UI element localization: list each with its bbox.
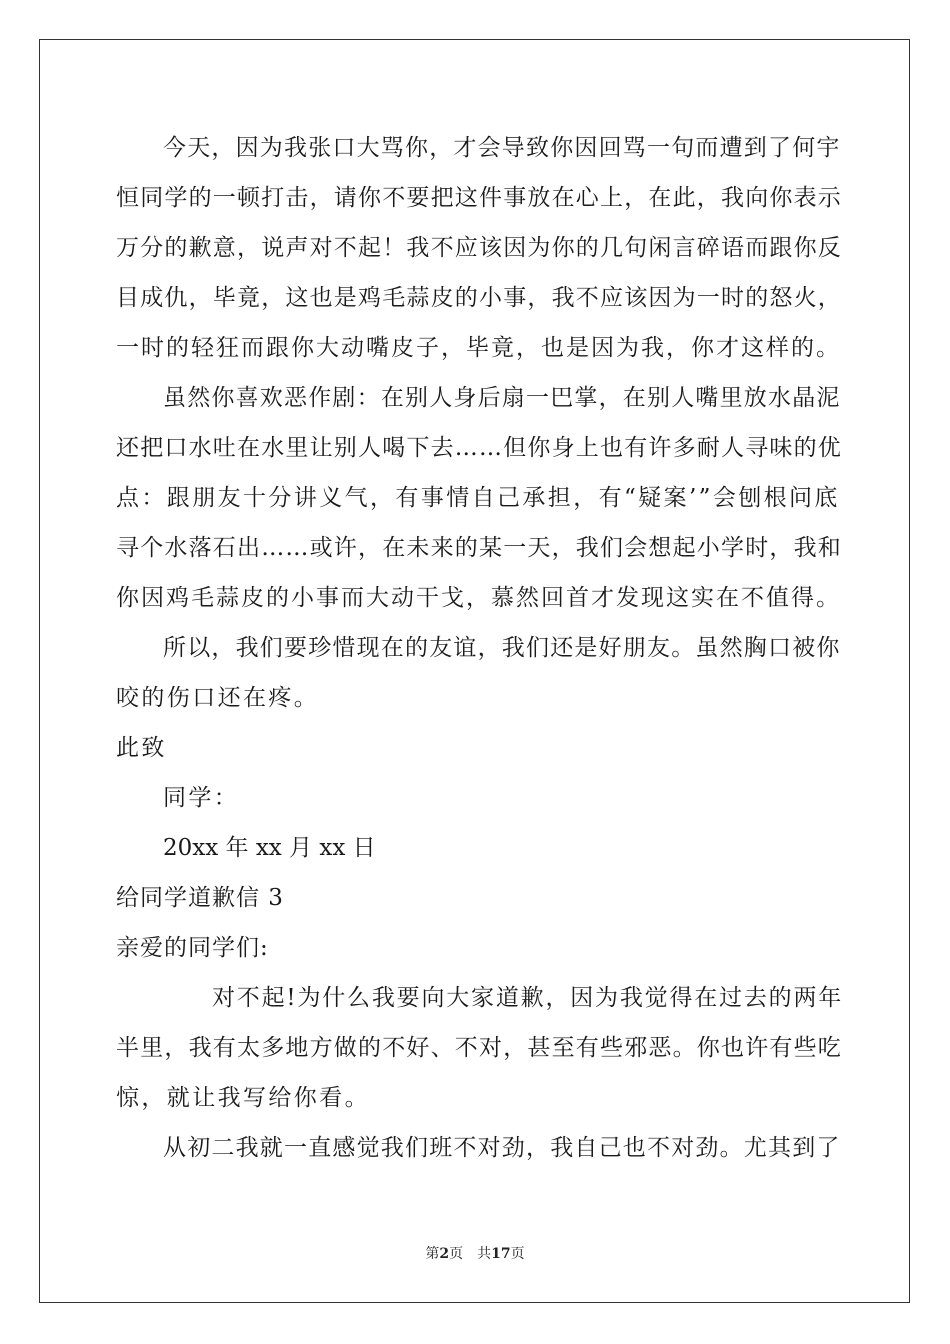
signature: 同学： <box>163 785 240 811</box>
text-line: 目成仇，毕竟，这也是鸡毛蒜皮的小事，我不应该因为一时的怒火， <box>116 285 842 311</box>
text-line: 你因鸡毛蒜皮的小事而大动干戈，慕然回首才发现这实在不值得。 <box>116 585 841 611</box>
section-title: 给同学道歉信 3 <box>116 885 284 911</box>
text-line: 咬的伤口还在疼。 <box>116 685 320 711</box>
text-line: 对不起!为什么我要向大家道歉，因为我觉得在过去的两年 <box>212 985 844 1011</box>
page-number: 2 <box>439 1246 450 1262</box>
text-line: 所以，我们要珍惜现在的友谊，我们还是好朋友。虽然胸口被你 <box>163 635 841 661</box>
text-line: 半里，我有太多地方做的不好、不对，甚至有些邪恶。你也许有些吃 <box>116 1035 842 1061</box>
total-prefix: 共 <box>477 1246 492 1262</box>
page-prefix: 第 <box>425 1246 440 1262</box>
text-line: 还把口水吐在水里让别人喝下去……但你身上也有许多耐人寻味的优 <box>116 435 842 461</box>
total-suffix: 页 <box>510 1246 525 1262</box>
text-line: 今天，因为我张口大骂你，才会导致你因回骂一句而遭到了何宇 <box>163 135 841 161</box>
text-line: 恒同学的一顿打击，请你不要把这件事放在心上，在此，我向你表示 <box>116 185 842 211</box>
page-frame <box>39 39 910 1303</box>
text-line: 点：跟朋友十分讲义气，有事情自己承担，有“疑案’”会刨根问底 <box>116 485 840 511</box>
text-line: 万分的歉意，说声对不起！我不应该因为你的几句闲言碎语而跟你反 <box>116 235 842 261</box>
date-line: 20xx 年 xx 月 xx 日 <box>163 835 376 861</box>
text-line: 虽然你喜欢恶作剧：在别人身后扇一巴掌，在别人嘴里放水晶泥 <box>163 385 841 411</box>
text-line: 惊，就让我写给你看。 <box>116 1085 370 1111</box>
text-line: 从初二我就一直感觉我们班不对劲，我自己也不对劲。尤其到了 <box>163 1135 841 1161</box>
text-line: 寻个水落石出……或许，在未来的某一天，我们会想起小学时，我和 <box>116 535 842 561</box>
salutation-closing: 此致 <box>116 735 167 761</box>
total-pages: 17 <box>491 1246 511 1262</box>
salutation: 亲爱的同学们: <box>116 935 269 961</box>
page-footer <box>0 1245 950 1263</box>
page-suffix: 页 <box>449 1246 464 1262</box>
text-line: 一时的轻狂而跟你大动嘴皮子，毕竟，也是因为我，你才这样的。 <box>116 335 841 361</box>
